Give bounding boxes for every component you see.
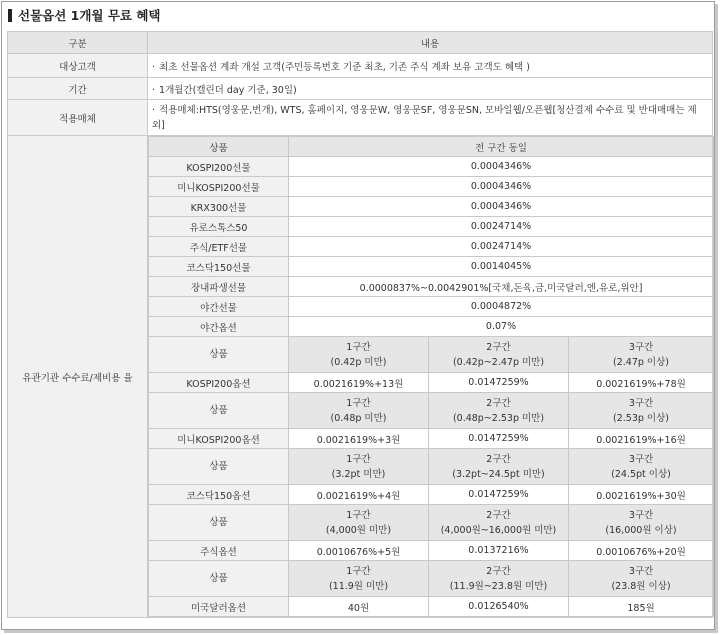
- table-row: [149, 541, 714, 561]
- tier-range: (3.2pt 미만): [331, 468, 386, 480]
- tier-head-row: [149, 337, 714, 373]
- tier-range: (0.48p~2.53p 미만): [452, 412, 545, 424]
- row-value-text: 최초 선물옵션 계좌 개설 고객(주민등록번호 기준 최초, 기존 주식 계좌 보유 고객도 혜택 ): [159, 61, 530, 73]
- fee-rate: 0.0024714%: [289, 217, 714, 237]
- fee-label: 유관기관 수수료/제비용 율: [8, 136, 148, 618]
- fee-product: 코스닥150선물: [149, 257, 289, 277]
- table-row: [149, 217, 714, 237]
- fee-rate: 0.0004346%: [289, 197, 714, 217]
- tier-name: 2구간: [486, 397, 511, 409]
- option-product: 코스닥150옵션: [149, 485, 289, 505]
- fee-rate: 0.0004346%: [289, 177, 714, 197]
- tier-range: (4,000원 미만): [325, 524, 392, 536]
- option-rate: 0.0147259%: [429, 373, 569, 393]
- table-row: [149, 373, 714, 393]
- fee-product: 야간선물: [149, 297, 289, 317]
- fee-rate: 0.0014045%: [289, 257, 714, 277]
- fee-rate: 0.0000837%~0.0042901%[국채,돈육,금,미국달러,엔,유로,위안]: [289, 277, 714, 297]
- tier-name: 1구간: [346, 397, 371, 409]
- tier-2: [429, 505, 569, 541]
- option-rate: 0.0021619%+3원: [289, 429, 429, 449]
- tier-3: [569, 561, 714, 597]
- tier-name: 1구간: [346, 341, 371, 353]
- fee-head-product: 상품: [149, 137, 289, 157]
- option-product: 주식옵션: [149, 541, 289, 561]
- tier-name: 1구간: [346, 453, 371, 465]
- tier-2: [429, 393, 569, 429]
- tier-range: (2.53p 이상): [613, 412, 669, 424]
- benefit-table: [7, 31, 713, 618]
- bullet: ·: [152, 84, 156, 96]
- tier-head-row: [149, 561, 714, 597]
- tier-name: 2구간: [486, 509, 511, 521]
- tier-name: 3구간: [628, 565, 654, 577]
- tier-2: [429, 337, 569, 373]
- fee-rate: 0.0024714%: [289, 237, 714, 257]
- fee-table: [148, 136, 714, 617]
- fee-rate: 0.0004346%: [289, 157, 714, 177]
- option-rate: 0.0021619%+30원: [569, 485, 714, 505]
- tier-name: 2구간: [486, 341, 511, 353]
- tier-name: 1구간: [346, 509, 371, 521]
- tier-3: [569, 393, 714, 429]
- fee-rate: 0.07%: [289, 317, 714, 337]
- table-row: [149, 197, 714, 217]
- option-rate: 0.0021619%+16원: [569, 429, 714, 449]
- fee-head-row: [149, 137, 714, 157]
- bullet: ·: [152, 61, 156, 73]
- tier-1: [289, 337, 429, 373]
- fee-head-rate: 전 구간 동일: [289, 137, 714, 157]
- tier-3: [569, 505, 714, 541]
- tier-range: (24.5pt 이상): [611, 468, 671, 480]
- table-row: [149, 177, 714, 197]
- option-rate: 0.0126540%: [429, 597, 569, 617]
- tier-2: [429, 449, 569, 485]
- option-rate: 0.0137216%: [429, 541, 569, 561]
- table-row: [149, 317, 714, 337]
- tier-1: [289, 449, 429, 485]
- tier-name: 2구간: [486, 453, 511, 465]
- table-row: [149, 597, 714, 617]
- tier-head-product: 상품: [149, 449, 289, 485]
- tier-name: 3구간: [628, 509, 654, 521]
- tier-1: [289, 561, 429, 597]
- tier-name: 3구간: [628, 341, 654, 353]
- fee-product: 야간옵션: [149, 317, 289, 337]
- row-label-media: 적용매체: [8, 100, 148, 136]
- tier-head-product: 상품: [149, 561, 289, 597]
- tier-range: (3.2pt~24.5pt 미만): [452, 468, 545, 480]
- tier-name: 3구간: [628, 397, 654, 409]
- row-value-text: 적용매체:HTS(영웅문,번개), WTS, 홈페이지, 영웅문W, 영웅문SF, 영웅문SN, 모바일웹/오픈웹[청산결제 수수료 및 반대매매는 제외]: [152, 104, 697, 131]
- table-row: [149, 237, 714, 257]
- option-rate: 0.0010676%+20원: [569, 541, 714, 561]
- section-title: [8, 5, 161, 25]
- option-rate: 0.0010676%+5원: [289, 541, 429, 561]
- table-row: [149, 485, 714, 505]
- row-value-target: [148, 54, 713, 78]
- option-rate: 40원: [289, 597, 429, 617]
- table-row: [149, 157, 714, 177]
- fee-product: 장내파생선물: [149, 277, 289, 297]
- fee-product: 미니KOSPI200선물: [149, 177, 289, 197]
- tier-name: 2구간: [486, 565, 511, 577]
- table-row: [8, 78, 713, 100]
- head-content: 내용: [148, 32, 713, 54]
- fee-cell: [148, 136, 713, 618]
- tier-1: [289, 505, 429, 541]
- option-rate: 0.0021619%+13원: [289, 373, 429, 393]
- section-title-text: 선물옵션 1개월 무료 혜택: [18, 8, 161, 23]
- tier-name: 3구간: [628, 453, 654, 465]
- tier-3: [569, 449, 714, 485]
- fee-product: 주식/ETF선물: [149, 237, 289, 257]
- tier-head-product: 상품: [149, 337, 289, 373]
- table-row: [8, 54, 713, 78]
- tier-range: (4,000원~16,000원 미만): [440, 524, 557, 536]
- tier-range: (16,000원 이상): [605, 524, 677, 536]
- table-row: [149, 429, 714, 449]
- tier-head-product: 상품: [149, 393, 289, 429]
- fee-row: [8, 136, 713, 618]
- tier-range: (0.42p 미만): [330, 356, 387, 368]
- table-row: [149, 277, 714, 297]
- row-value-period: [148, 78, 713, 100]
- head-category: 구분: [8, 32, 148, 54]
- option-rate: 185원: [569, 597, 714, 617]
- row-label-target: 대상고객: [8, 54, 148, 78]
- tier-range: (2.47p 이상): [613, 356, 669, 368]
- option-rate: 0.0147259%: [429, 485, 569, 505]
- option-rate: 0.0147259%: [429, 429, 569, 449]
- option-product: 미니KOSPI200옵션: [149, 429, 289, 449]
- fee-product: 유로스톡스50: [149, 217, 289, 237]
- tier-range: (0.48p 미만): [330, 412, 387, 424]
- fee-product: KRX300선물: [149, 197, 289, 217]
- fee-rate: 0.0004872%: [289, 297, 714, 317]
- fee-product: KOSPI200선물: [149, 157, 289, 177]
- tier-head-row: [149, 393, 714, 429]
- table-head-row: [8, 32, 713, 54]
- row-label-period: 기간: [8, 78, 148, 100]
- row-value-text: 1개월간(캘린더 day 기준, 30일): [159, 84, 297, 96]
- tier-1: [289, 393, 429, 429]
- title-bar-icon: [8, 9, 12, 22]
- option-product: KOSPI200옵션: [149, 373, 289, 393]
- option-product: 미국달러옵션: [149, 597, 289, 617]
- table-row: [149, 297, 714, 317]
- row-value-media: [148, 100, 713, 136]
- tier-range: (0.42p~2.47p 미만): [452, 356, 545, 368]
- option-rate: 0.0021619%+4원: [289, 485, 429, 505]
- tier-3: [569, 337, 714, 373]
- tier-2: [429, 561, 569, 597]
- tier-head-row: [149, 449, 714, 485]
- tier-head-row: [149, 505, 714, 541]
- option-rate: 0.0021619%+78원: [569, 373, 714, 393]
- tier-range: (11.9원 미만): [328, 580, 389, 592]
- table-row: [8, 100, 713, 136]
- tier-name: 1구간: [346, 565, 371, 577]
- tier-range: (23.8원 이상): [611, 580, 671, 592]
- bullet: ·: [152, 104, 156, 116]
- tier-range: (11.9원~23.8원 미만): [449, 580, 548, 592]
- tier-head-product: 상품: [149, 505, 289, 541]
- table-row: [149, 257, 714, 277]
